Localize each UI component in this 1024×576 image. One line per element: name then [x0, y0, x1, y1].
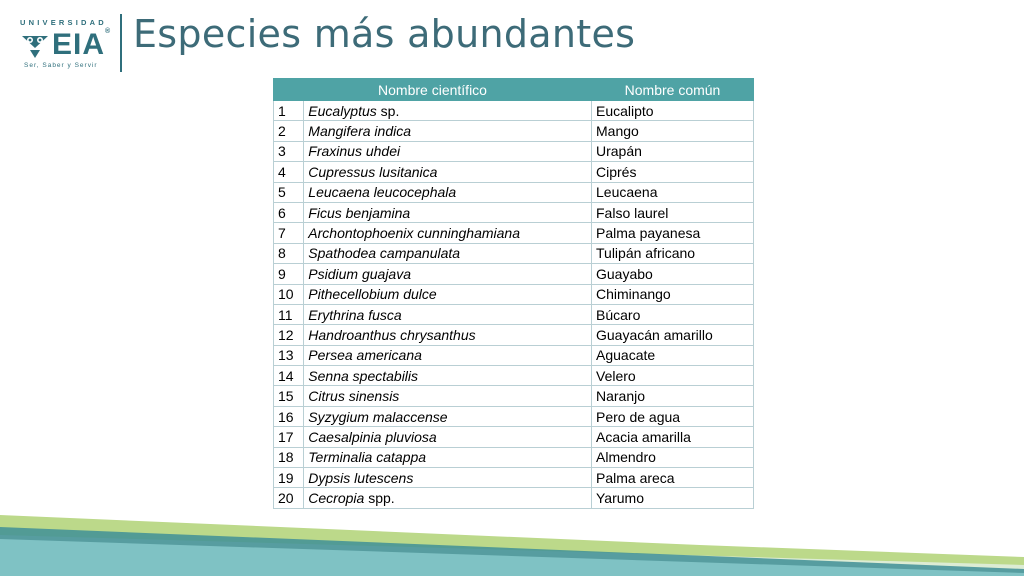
common-name: Urapán	[592, 141, 754, 161]
scientific-name	[304, 447, 592, 467]
table-row	[274, 162, 754, 182]
scientific-name	[304, 406, 592, 426]
scientific-name-text: Cecropia	[308, 490, 365, 507]
scientific-name-text: Erythrina fusca	[308, 306, 402, 323]
row-number: 10	[274, 284, 304, 304]
scientific-name	[304, 162, 592, 182]
table-row	[274, 243, 754, 263]
table-header-row	[274, 79, 754, 101]
scientific-name-text: Syzygium malaccense	[308, 408, 448, 425]
scientific-name-text: Leucaena leucocephala	[308, 184, 457, 201]
row-number: 15	[274, 386, 304, 406]
scientific-name	[304, 345, 592, 365]
common-name: Guayacán amarillo	[592, 325, 754, 345]
common-name: Palma payanesa	[592, 223, 754, 243]
common-name: Ciprés	[592, 162, 754, 182]
scientific-name-text: Handroanthus chrysanthus	[308, 326, 476, 343]
common-name: Aguacate	[592, 345, 754, 365]
logo-divider	[120, 14, 122, 72]
table-row	[274, 202, 754, 222]
owl-icon	[20, 30, 50, 60]
common-name: Velero	[592, 366, 754, 386]
scientific-name	[304, 284, 592, 304]
scientific-name-text: Eucalyptus	[308, 102, 377, 119]
common-name: Búcaro	[592, 304, 754, 324]
scientific-name-text: Cupressus lusitanica	[308, 163, 438, 180]
footer-decoration	[0, 505, 1024, 576]
row-number: 9	[274, 264, 304, 284]
row-number: 16	[274, 406, 304, 426]
header-common-name: Nombre común	[592, 79, 754, 101]
scientific-name	[304, 101, 592, 121]
common-name: Acacia amarilla	[592, 427, 754, 447]
table-row	[274, 345, 754, 365]
common-name: Almendro	[592, 447, 754, 467]
scientific-name	[304, 223, 592, 243]
scientific-name-text: Pithecellobium dulce	[308, 286, 437, 303]
scientific-name	[304, 121, 592, 141]
scientific-name-text: Mangifera indica	[308, 123, 412, 140]
table-row	[274, 468, 754, 488]
row-number: 8	[274, 243, 304, 263]
table-row	[274, 447, 754, 467]
row-number: 3	[274, 141, 304, 161]
logo-name-text: EIA	[52, 28, 106, 61]
table-row	[274, 223, 754, 243]
logo-name	[52, 28, 111, 62]
row-number: 7	[274, 223, 304, 243]
common-name: Mango	[592, 121, 754, 141]
scientific-name	[304, 182, 592, 202]
scientific-name-suffix: spp.	[364, 490, 395, 507]
scientific-name-text: Caesalpinia pluviosa	[308, 428, 437, 445]
scientific-name-text: Citrus sinensis	[308, 388, 400, 405]
table-row	[274, 386, 754, 406]
table-row	[274, 325, 754, 345]
row-number: 12	[274, 325, 304, 345]
table-row	[274, 182, 754, 202]
scientific-name-text: Spathodea campanulata	[308, 245, 461, 262]
scientific-name	[304, 386, 592, 406]
common-name: Leucaena	[592, 182, 754, 202]
scientific-name	[304, 468, 592, 488]
common-name: Yarumo	[592, 488, 754, 508]
logo-slogan: Ser, Saber y Servir	[24, 62, 98, 69]
scientific-name-text: Terminalia catappa	[308, 449, 427, 466]
table-row	[274, 427, 754, 447]
slide-title: Especies más abundantes	[133, 12, 636, 56]
row-number: 11	[274, 304, 304, 324]
table-row	[274, 304, 754, 324]
table-row	[274, 284, 754, 304]
row-number: 19	[274, 468, 304, 488]
logo-top-text: UNIVERSIDAD	[20, 18, 107, 27]
common-name: Falso laurel	[592, 202, 754, 222]
row-number: 13	[274, 345, 304, 365]
registered-mark: ®	[105, 28, 112, 35]
scientific-name	[304, 243, 592, 263]
scientific-name-text: Fraxinus uhdei	[308, 143, 401, 160]
scientific-name-text: Archontophoenix cunninghamiana	[308, 225, 520, 242]
common-name: Pero de agua	[592, 406, 754, 426]
scientific-name	[304, 202, 592, 222]
scientific-name-text: Persea americana	[308, 347, 422, 364]
scientific-name	[304, 264, 592, 284]
row-number: 14	[274, 366, 304, 386]
row-number: 6	[274, 202, 304, 222]
scientific-name-suffix: sp.	[376, 102, 400, 119]
scientific-name	[304, 141, 592, 161]
common-name: Tulipán africano	[592, 243, 754, 263]
scientific-name	[304, 304, 592, 324]
common-name: Guayabo	[592, 264, 754, 284]
scientific-name	[304, 427, 592, 447]
table-body	[274, 101, 754, 509]
row-number: 1	[274, 101, 304, 121]
common-name: Palma areca	[592, 468, 754, 488]
row-number: 5	[274, 182, 304, 202]
university-logo	[18, 14, 128, 76]
scientific-name-text: Psidium guajava	[308, 265, 412, 282]
common-name: Naranjo	[592, 386, 754, 406]
scientific-name	[304, 325, 592, 345]
row-number: 17	[274, 427, 304, 447]
table-row	[274, 141, 754, 161]
table-row	[274, 366, 754, 386]
row-number: 20	[274, 488, 304, 508]
common-name: Chiminango	[592, 284, 754, 304]
table-row	[274, 406, 754, 426]
table-row	[274, 121, 754, 141]
table-row	[274, 264, 754, 284]
row-number: 4	[274, 162, 304, 182]
scientific-name-text: Senna spectabilis	[308, 367, 419, 384]
common-name: Eucalipto	[592, 101, 754, 121]
scientific-name-text: Ficus benjamina	[308, 204, 411, 221]
scientific-name	[304, 366, 592, 386]
row-number: 18	[274, 447, 304, 467]
row-number: 2	[274, 121, 304, 141]
header-scientific-name: Nombre científico	[274, 79, 592, 101]
table-row	[274, 101, 754, 121]
species-table	[273, 78, 754, 509]
scientific-name-text: Dypsis lutescens	[308, 469, 414, 486]
